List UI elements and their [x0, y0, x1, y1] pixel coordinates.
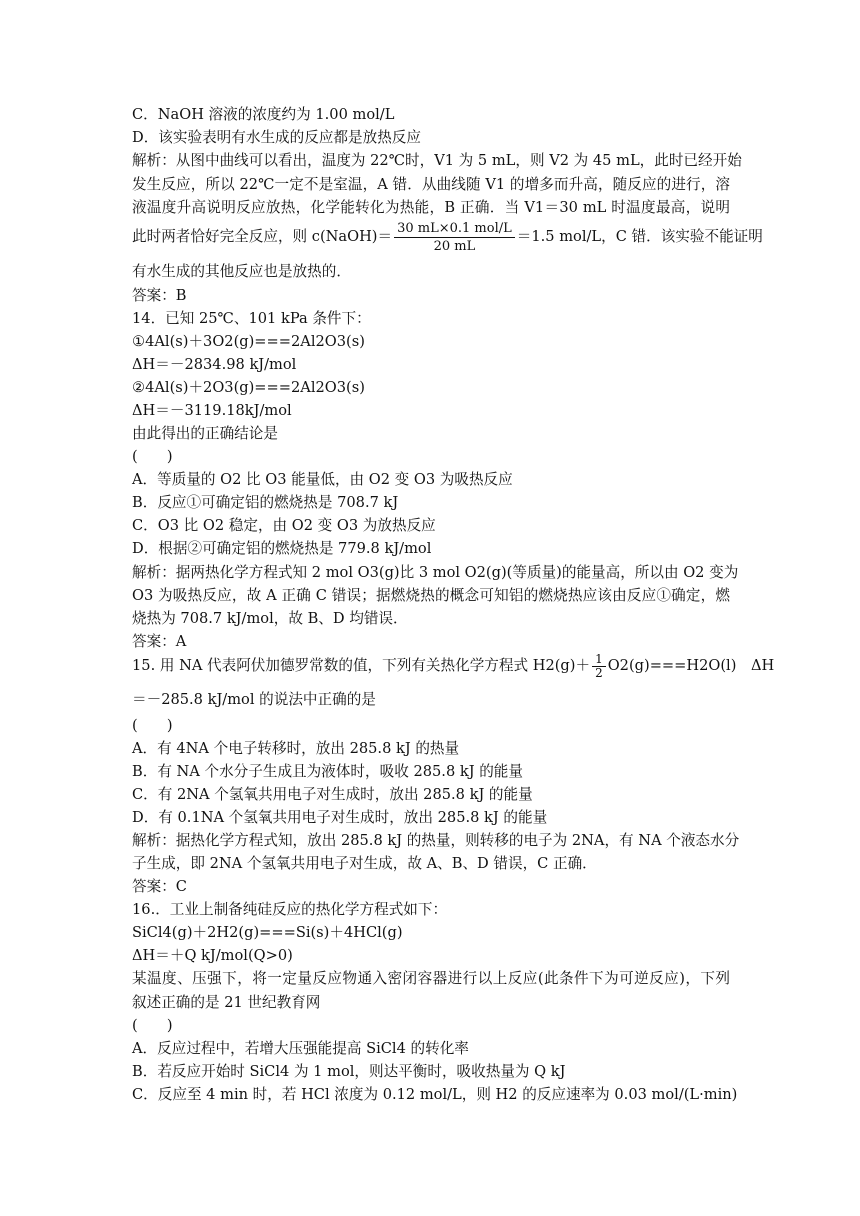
option-d-text: D．根据②可确定铝的燃烧热是 779.8 kJ/mol	[132, 540, 432, 557]
fraction-numerator: 30 mL×0.1 mol/L	[394, 220, 515, 238]
equation-line: ①4Al(s)＋3O2(g)===2Al2O3(s)	[132, 333, 365, 350]
option-d-text: D．该实验表明有水生成的反应都是放热反应	[132, 129, 421, 146]
question-14-stem: 14．已知 25℃、101 kPa 条件下：	[132, 310, 371, 327]
question-15-stem	[132, 651, 775, 681]
analysis-line: 解析：据两热化学方程式知 2 mol O3(g)比 3 mol O2(g)(等质量)的能量高，所以由 O2 变为	[132, 564, 739, 581]
answer-blank: ( )	[132, 717, 173, 734]
option-d-text: D．有 0.1NA 个氢氧共用电子对生成时，放出 285.8 kJ 的能量	[132, 809, 548, 826]
question-text: 15. 用 NA 代表阿伏加德罗常数的值，下列有关热化学方程式 H2(g)＋	[132, 657, 591, 674]
analysis-line: 子生成，即 2NA 个氢氧共用电子对生成，故 A、B、D 错误，C 正确．	[132, 855, 597, 872]
option-a-text: A．有 4NA 个电子转移时，放出 285.8 kJ 的热量	[132, 740, 460, 757]
option-c-text: C．O3 比 O2 稳定，由 O2 变 O3 为放热反应	[132, 517, 436, 534]
option-a-text: A．反应过程中，若增大压强能提高 SiCl4 的转化率	[132, 1040, 469, 1057]
question-text: O2(g)===H2O(l) ΔH	[607, 657, 775, 674]
option-a-text: A．等质量的 O2 比 O3 能量低，由 O2 变 O3 为吸热反应	[132, 471, 513, 488]
answer-text: 答案：A	[132, 633, 187, 650]
option-c-text: C．有 2NA 个氢氧共用电子对生成时，放出 285.8 kJ 的能量	[132, 786, 533, 803]
question-prompt: 由此得出的正确结论是	[132, 425, 278, 442]
fraction-denominator: 20 mL	[433, 238, 476, 254]
equation-line: SiCl4(g)＋2H2(g)===Si(s)＋4HCl(g)	[132, 924, 403, 941]
fraction-numerator: 1	[592, 653, 606, 667]
answer-blank: ( )	[132, 448, 173, 465]
option-c-text: C．NaOH 溶液的浓度约为 1.00 mol/L	[132, 106, 395, 123]
answer-text: 答案：C	[132, 878, 187, 895]
analysis-line: 有水生成的其他反应也是放热的．	[132, 263, 351, 280]
answer-text: 答案：B	[132, 287, 187, 304]
one-half-fraction	[592, 653, 606, 680]
analysis-text: 此时两者恰好完全反应，则 c(NaOH)＝	[132, 228, 393, 245]
analysis-line: O3 为吸热反应，故 A 正确 C 错误；据燃烧热的概念可知铝的燃烧热应该由反应①确定，燃	[132, 587, 730, 604]
question-text: 某温度、压强下，将一定量反应物通入密闭容器进行以上反应(此条件下为可逆反应)，下列	[132, 970, 731, 987]
analysis-line: 烧热为 708.7 kJ/mol，故 B、D 均错误．	[132, 610, 408, 627]
answer-blank: ( )	[132, 1017, 173, 1034]
analysis-line-with-fraction	[132, 218, 763, 256]
option-c-text: C．反应至 4 min 时，若 HCl 浓度为 0.12 mol/L，则 H2 的反应速率为 0.03 mol/(L·min)	[132, 1086, 738, 1103]
question-text: 叙述正确的是 21 世纪教育网	[132, 994, 321, 1011]
analysis-text: ＝1.5 mol/L，C 错．该实验不能证明	[516, 228, 763, 245]
enthalpy-line: ΔH＝－2834.98 kJ/mol	[132, 356, 297, 373]
analysis-line: 液温度升高说明反应放热，化学能转化为热能，B 正确．当 V1＝30 mL 时温度最高，说明	[132, 199, 730, 216]
analysis-line: 解析：据热化学方程式知，放出 285.8 kJ 的热量，则转移的电子为 2NA，有 NA 个液态水分	[132, 832, 740, 849]
option-b-text: B．若反应开始时 SiCl4 为 1 mol，则达平衡时，吸收热量为 Q kJ	[132, 1063, 566, 1080]
analysis-line: 解析：从图中曲线可以看出，温度为 22℃时，V1 为 5 mL，则 V2 为 45 mL，此时已经开始	[132, 152, 742, 169]
question-16-stem: 16.．工业上制备纯硅反应的热化学方程式如下：	[132, 901, 448, 918]
equation-line: ②4Al(s)＋2O3(g)===2Al2O3(s)	[132, 379, 365, 396]
option-b-text: B．有 NA 个水分子生成且为液体时，吸收 285.8 kJ 的能量	[132, 763, 523, 780]
fraction-denominator: 2	[595, 665, 603, 680]
enthalpy-line: ΔH＝＋Q kJ/mol(Q>0)	[132, 947, 293, 964]
question-text: ＝－285.8 kJ/mol 的说法中正确的是	[132, 691, 376, 708]
option-b-text: B．反应①可确定铝的燃烧热是 708.7 kJ	[132, 494, 399, 511]
analysis-line: 发生反应，所以 22℃一定不是室温，A 错．从曲线随 V1 的增多而升高，随反应的进行，溶	[132, 176, 730, 193]
enthalpy-line: ΔH＝－3119.18kJ/mol	[132, 402, 292, 419]
concentration-fraction	[394, 220, 515, 255]
